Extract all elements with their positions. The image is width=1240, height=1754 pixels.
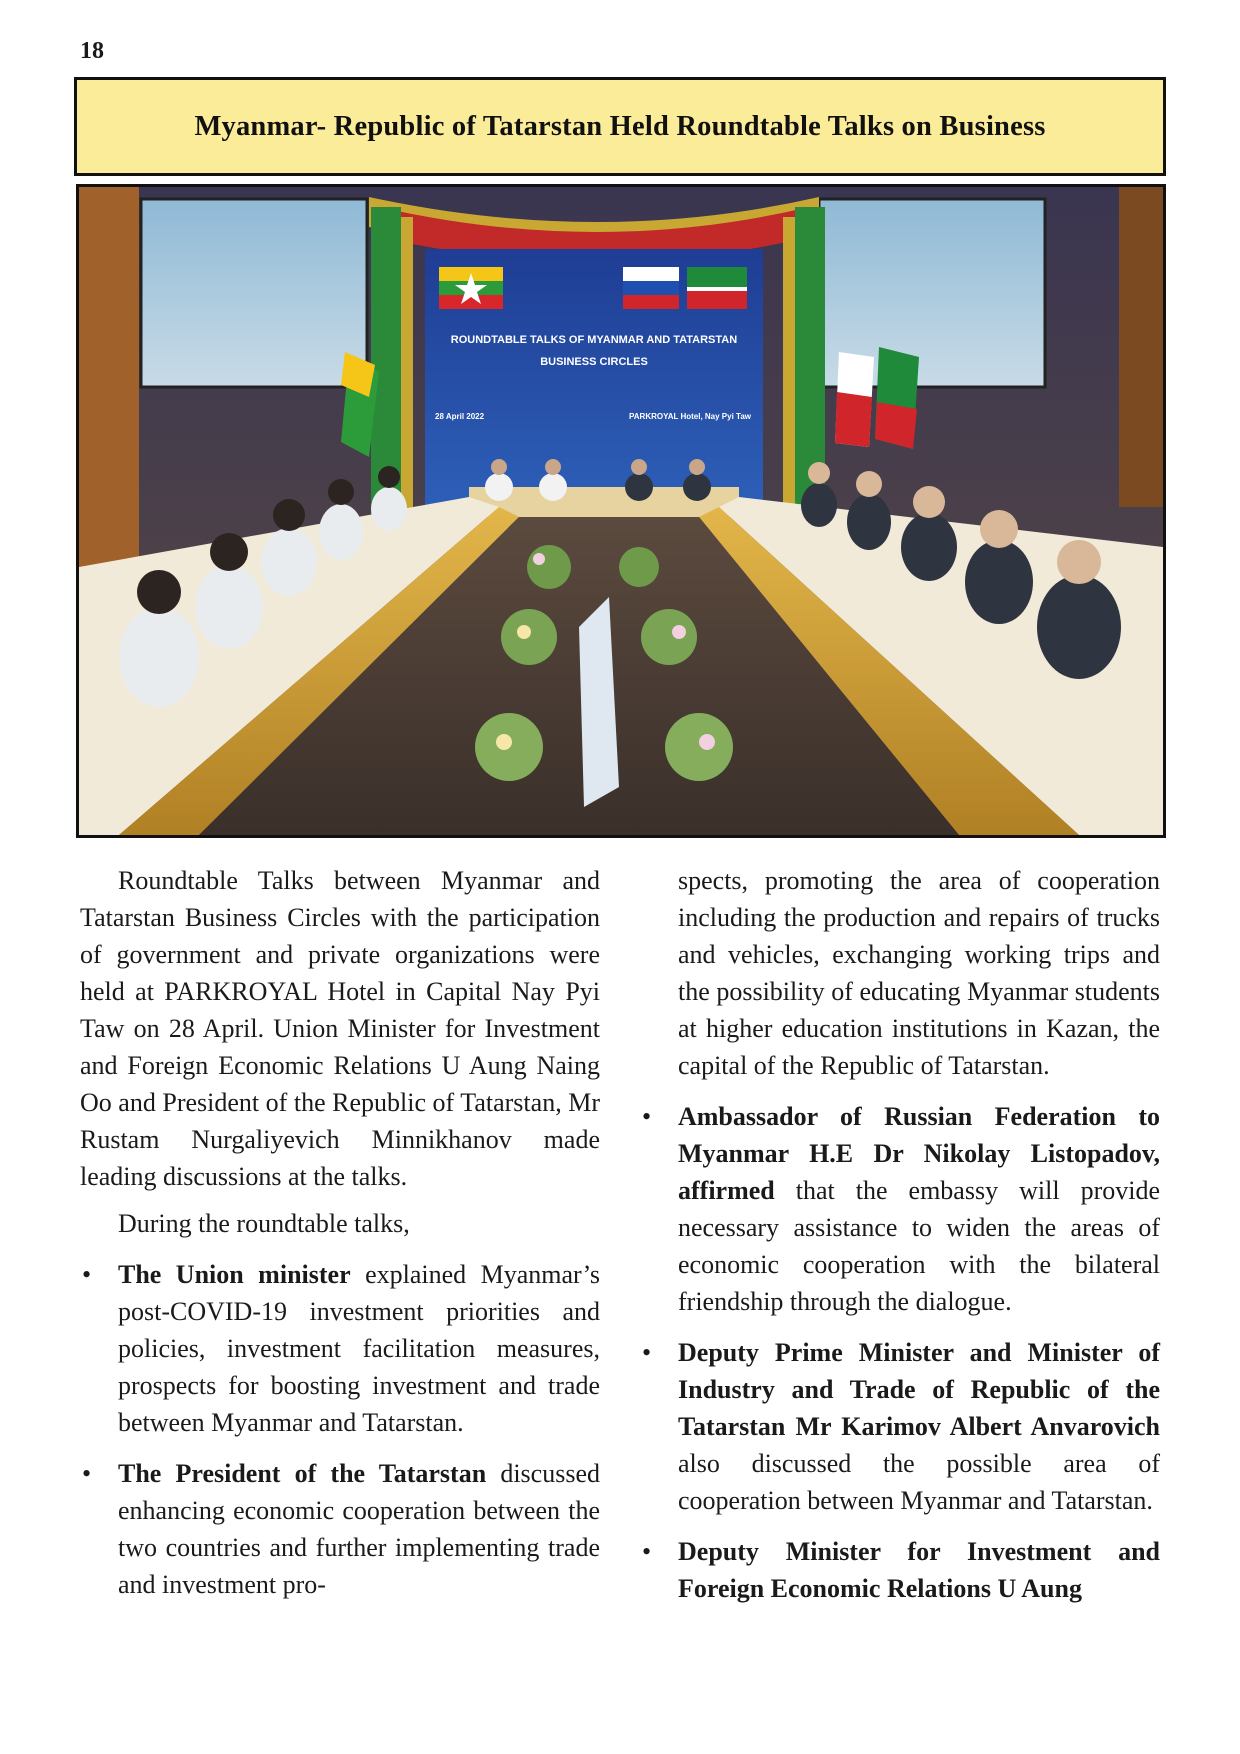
article-title: Myanmar- Republic of Tatarstan Held Roundtable Talks on Business — [194, 110, 1046, 142]
bullet-bold-text: Deputy Minister for Investment and Foreign Economic Relations U Aung — [678, 1537, 1160, 1603]
banner-line-1: ROUNDTABLE TALKS OF MYANMAR AND TATARSTAN — [450, 334, 738, 346]
bullet-text: explained Myanmar’s post-COVID-19 investment priorities and policies, investment facilitation measures, prospects for boosting investment and trade between Myanmar and Tatarstan. — [118, 1260, 600, 1437]
bullet-bold-text: The President of the Tatarstan — [118, 1459, 487, 1488]
continuation-paragraph: spects, promoting the area of cooperation including the production and repairs of trucks and vehicles, exchanging working trips and the possibility of educating Myanmar students at higher education institutions in Kazan, the capital of the Republic of Tatarstan. — [678, 866, 1160, 1080]
article-title-box — [74, 77, 1166, 176]
bullet-bold-text: Deputy Prime Minister and Minister of Industry and Trade of Republic of the Tatarstan Mr Karimov Albert Anvarovich — [678, 1338, 1160, 1441]
list-item — [640, 1533, 1160, 1607]
event-photo — [76, 184, 1166, 838]
intro-paragraph: Roundtable Talks between Myanmar and Tatarstan Business Circles with the participation of government and private organizations were held at PARKROYAL Hotel in Capital Nay Pyi Taw on 28 April. Union Minister for Investment and Foreign Economic Relations U Aung Naing Oo and President of the Republic of Tatarstan, Mr Rustam Nurgaliyevich Minnikhanov made leading discussions at the talks. — [80, 866, 600, 1191]
list-item — [640, 1098, 1160, 1320]
banner-line-2: BUSINESS CIRCLES — [540, 356, 648, 368]
bullet-text: that the embassy will provide necessary assistance to widen the areas of economic cooperation with the bilateral friendship through the dialogue. — [678, 1176, 1160, 1316]
banner-date: 28 April 2022 — [435, 412, 485, 421]
banner-venue: PARKROYAL Hotel, Nay Pyi Taw — [629, 412, 751, 421]
conference-room-illustration — [79, 187, 1163, 835]
list-item — [80, 1455, 600, 1603]
bullet-bold-text: The Union minister — [118, 1260, 351, 1289]
bullet-text: discussed enhancing economic cooperation between the two countries and further implementing trade and investment pro- — [118, 1459, 600, 1599]
bullet-list-left — [80, 1256, 600, 1603]
bullet-bold-text: Ambassador of Russian Federation to Myanmar H.E Dr Nikolay Listopadov, affirmed — [678, 1102, 1160, 1205]
bullet-list-right — [640, 1098, 1160, 1607]
list-item — [640, 1334, 1160, 1519]
page-number: 18 — [80, 38, 104, 64]
right-column — [640, 862, 1160, 1621]
lead-paragraph: During the roundtable talks, — [118, 1209, 410, 1238]
left-column — [80, 862, 600, 1617]
list-item — [80, 1256, 600, 1441]
bullet-text: also discussed the possible area of cooperation between Myanmar and Tatarstan. — [678, 1449, 1160, 1515]
